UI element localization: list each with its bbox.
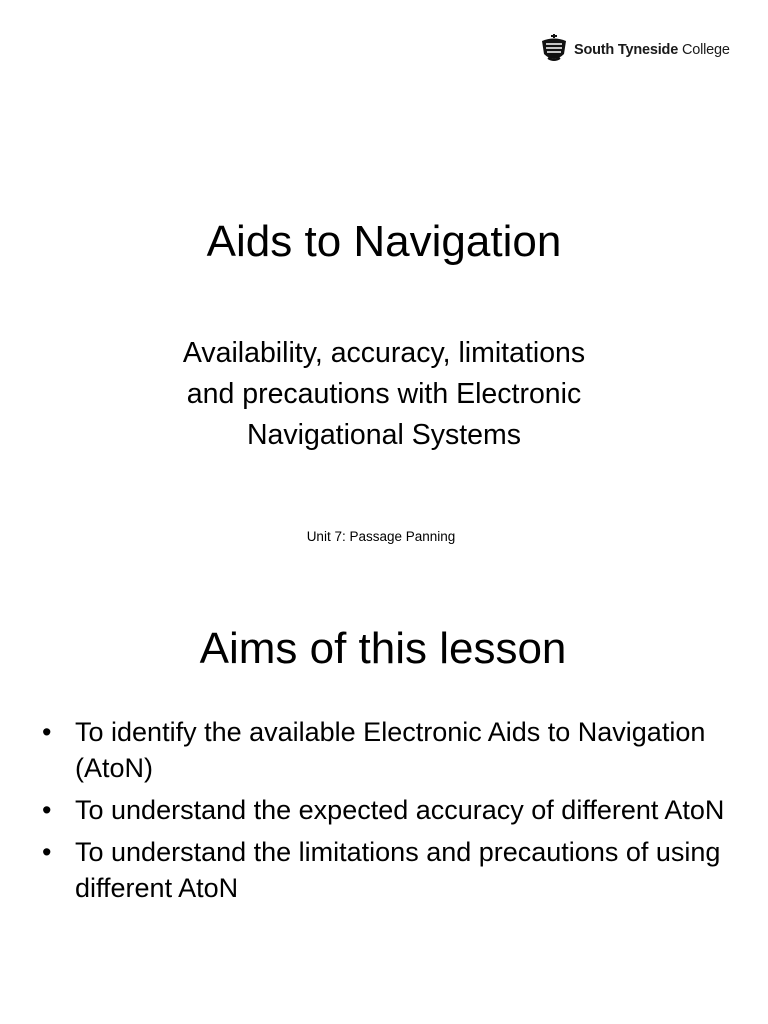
aim-item (40, 714, 740, 786)
subtitle-line: Availability, accuracy, limitations (182, 337, 586, 369)
unit-label: Unit 7: Passage Panning (306, 529, 456, 544)
bullet-icon: • (42, 837, 52, 867)
aims-title: Aims of this lesson (199, 624, 567, 673)
college-name (574, 42, 730, 58)
bullet-icon: • (42, 717, 52, 747)
aim-text: To identify the available Electronic Aids to Navigation (AtoN) (75, 717, 706, 783)
college-name-bold: South Tyneside (574, 42, 679, 58)
aim-item (40, 792, 740, 828)
college-logo (538, 30, 748, 70)
subtitle-line: and precautions with Electronic (186, 378, 582, 410)
aim-item (40, 834, 740, 906)
slide-subtitle (84, 333, 684, 456)
slide-title: Aids to Navigation (206, 217, 562, 266)
ship-crest-icon (538, 32, 570, 68)
college-name-regular: College (681, 42, 730, 58)
aims-list (40, 714, 740, 912)
bullet-icon: • (42, 795, 52, 825)
aim-text: To understand the limitations and precautions of using different AtoN (75, 837, 721, 903)
aim-text: To understand the expected accuracy of different AtoN (75, 795, 725, 825)
subtitle-line: Navigational Systems (246, 419, 522, 451)
